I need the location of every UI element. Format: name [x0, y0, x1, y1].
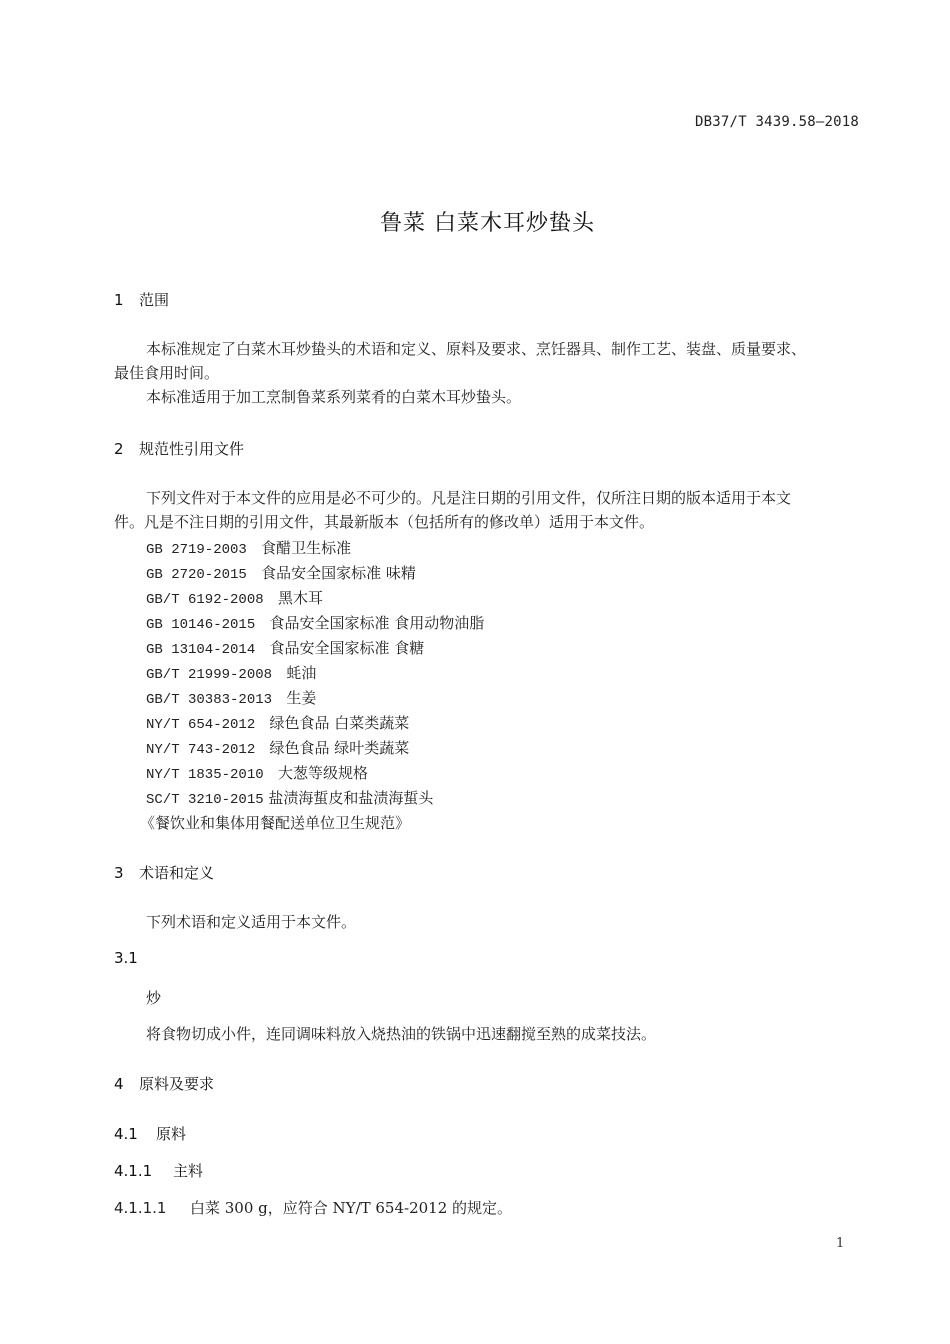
term-definition: 将食物切成小件，连同调味料放入烧热油的铁锅中迅速翻搅至熟的成菜技法。	[146, 1025, 657, 1043]
subsection-heading-raw-materials	[114, 1123, 186, 1144]
section-number: 3	[114, 864, 124, 882]
scope-paragraph-1	[114, 337, 862, 409]
reference-item	[146, 637, 424, 658]
reference-title: 食品安全国家标准 食用动物油脂	[269, 614, 485, 632]
page-number: 1	[836, 1236, 845, 1251]
term-name: 炒	[146, 989, 162, 1007]
section-heading-terms	[114, 862, 214, 883]
intro-text-line: 件。凡是不注日期的引用文件，其最新版本（包括所有的修改单）适用于本文件。	[114, 513, 655, 531]
reference-item	[146, 612, 484, 633]
document-title: 鲁菜 白菜木耳炒蛰头	[380, 211, 595, 236]
subsection-number: 4.1.1	[114, 1162, 153, 1180]
reference-item	[146, 537, 351, 558]
reference-title: 食醋卫生标准	[261, 539, 352, 557]
section-number: 4	[114, 1075, 124, 1093]
reference-title: 蚝油	[286, 664, 317, 682]
scope-text-line: 本标准适用于加工烹制鲁菜系列菜肴的白菜木耳炒蛰头。	[146, 388, 522, 406]
reference-item	[146, 762, 368, 783]
reference-item	[146, 787, 433, 808]
clause-cabbage	[114, 1197, 512, 1218]
reference-item	[146, 662, 316, 683]
section-heading-scope	[114, 289, 169, 310]
clause-text: 白菜 300 g，应符合 NY/T 654-2012 的规定。	[190, 1199, 513, 1217]
section-title: 范围	[139, 291, 170, 309]
reference-code: SC/T 3210-2015	[146, 792, 264, 808]
reference-item	[146, 687, 316, 708]
reference-code: NY/T 1835-2010	[146, 767, 264, 783]
section-heading-materials	[114, 1073, 214, 1094]
section-number: 2	[114, 440, 124, 458]
reference-code: GB 13104-2014	[146, 642, 256, 658]
scope-text-line: 本标准规定了白菜木耳炒蛰头的术语和定义、原料及要求、烹饪器具、制作工艺、装盘、质量要求、	[146, 340, 807, 358]
reference-title: 大葱等级规格	[277, 764, 368, 782]
reference-code: NY/T 654-2012	[146, 717, 256, 733]
reference-title: 食品安全国家标准 味精	[261, 564, 416, 582]
reference-title: 生姜	[286, 689, 317, 707]
reference-item	[146, 737, 409, 758]
intro-text-line: 下列文件对于本文件的应用是必不可少的。凡是注日期的引用文件，仅所注日期的版本适用于本文	[146, 489, 792, 507]
section-number: 1	[114, 291, 124, 309]
reference-code: GB 2719-2003	[146, 542, 247, 558]
terms-intro: 下列术语和定义适用于本文件。	[146, 913, 357, 931]
reference-title: 食品安全国家标准 食糖	[269, 639, 425, 657]
reference-code: NY/T 743-2012	[146, 742, 256, 758]
reference-item	[146, 562, 416, 583]
reference-title: 绿色食品 绿叶类蔬菜	[269, 739, 410, 757]
reference-item	[140, 812, 410, 833]
section-title: 规范性引用文件	[139, 440, 245, 458]
standard-code: DB37/T 3439.58—2018	[695, 114, 859, 130]
section-title: 术语和定义	[139, 864, 215, 882]
references-intro	[114, 486, 862, 534]
subsection-title: 主料	[173, 1162, 204, 1180]
subsection-number: 4.1	[114, 1125, 138, 1143]
reference-code: GB 10146-2015	[146, 617, 256, 633]
section-title: 原料及要求	[139, 1075, 215, 1093]
reference-code: GB/T 30383-2013	[146, 692, 273, 708]
scope-text-line: 最佳食用时间。	[114, 364, 220, 382]
reference-title: 《餐饮业和集体用餐配送单位卫生规范》	[140, 814, 411, 832]
reference-title: 盐渍海蜇皮和盐渍海蜇头	[268, 789, 434, 807]
reference-code: GB/T 6192-2008	[146, 592, 264, 608]
reference-title: 黑木耳	[277, 589, 323, 607]
clause-number: 4.1.1.1	[114, 1199, 167, 1217]
subsection-title: 原料	[156, 1125, 187, 1143]
subsection-heading-main-ingredient	[114, 1160, 203, 1181]
term-number: 3.1	[114, 949, 138, 967]
reference-title: 绿色食品 白菜类蔬菜	[269, 714, 410, 732]
reference-code: GB 2720-2015	[146, 567, 247, 583]
reference-item	[146, 587, 323, 608]
section-heading-normative-references	[114, 438, 244, 459]
reference-code: GB/T 21999-2008	[146, 667, 273, 683]
reference-item	[146, 712, 409, 733]
